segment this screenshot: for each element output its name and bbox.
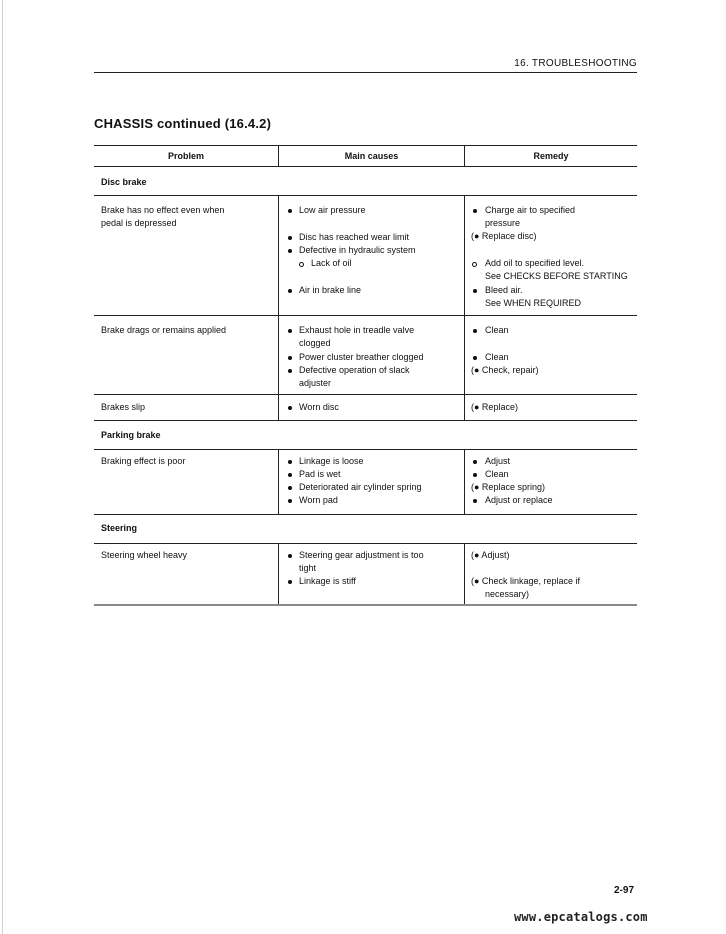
remedy-text: pressure	[485, 218, 521, 228]
section-row-steering	[94, 515, 637, 544]
troubleshooting-table	[94, 145, 637, 606]
problem-text: Brake has no effect even when	[101, 205, 225, 215]
bullet-icon	[473, 289, 477, 293]
remedy-text: (● Check linkage, replace if	[471, 576, 580, 586]
remedy-text: Adjust or replace	[485, 495, 553, 505]
cause-text: Exhaust hole in treadle valve	[299, 325, 415, 335]
cause-text: Low air pressure	[299, 205, 366, 215]
problem-text: Brakes slip	[101, 402, 146, 412]
problem-text: Braking effect is poor	[101, 456, 186, 466]
remedy-text: (● Check, repair)	[471, 365, 539, 375]
section-row-disc-brake	[94, 167, 637, 196]
remedy-text: (● Adjust)	[471, 550, 510, 560]
cause-text: tight	[299, 563, 317, 573]
bullet-icon	[473, 499, 477, 503]
chapter-header	[94, 58, 637, 73]
bullet-icon	[288, 209, 292, 213]
page-number: 2-97	[614, 885, 635, 896]
bullet-icon	[288, 460, 292, 464]
table-row	[94, 450, 637, 515]
remedy-cell	[465, 544, 637, 606]
bullet-icon	[473, 356, 477, 360]
column-header-main-causes: Main causes	[279, 146, 465, 166]
causes-cell	[279, 544, 465, 606]
problem-cell	[94, 316, 279, 394]
cause-text: Defective operation of slack	[299, 365, 410, 375]
cause-text: Disc has reached wear limit	[299, 232, 410, 242]
bullet-icon	[288, 499, 292, 503]
bullet-icon	[288, 554, 292, 558]
causes-cell	[279, 316, 465, 394]
remedy-cell	[465, 316, 637, 394]
remedy-text: See CHECKS BEFORE STARTING	[485, 271, 628, 281]
bullet-icon	[288, 473, 292, 477]
bullet-icon	[288, 329, 292, 333]
table-bottom-rule	[94, 604, 637, 606]
problem-cell	[94, 450, 279, 514]
remedy-text: (● Replace spring)	[471, 482, 545, 492]
page-edge	[2, 0, 3, 934]
cause-text: Air in brake line	[299, 285, 362, 295]
bullet-icon	[473, 329, 477, 333]
remedy-cell	[465, 196, 637, 315]
remedy-text: See WHEN REQUIRED	[485, 298, 582, 308]
causes-cell	[279, 450, 465, 514]
remedy-text: Clean	[485, 352, 509, 362]
bullet-icon	[288, 369, 292, 373]
remedy-text: Add oil to specified level.	[485, 258, 585, 268]
column-header-remedy: Remedy	[533, 151, 569, 161]
hollow-bullet-icon	[472, 262, 477, 267]
cause-text: Defective in hydraulic system	[299, 245, 416, 255]
bullet-icon	[288, 249, 292, 253]
remedy-text: Clean	[485, 469, 509, 479]
cause-text: adjuster	[299, 378, 332, 388]
watermark-url: www.epcatalogs.com	[514, 910, 648, 924]
remedy-text: Bleed air.	[485, 285, 523, 295]
problem-cell	[94, 544, 279, 606]
problem-text: pedal is depressed	[101, 218, 177, 228]
remedy-text: Adjust	[485, 456, 511, 466]
problem-text: Brake drags or remains applied	[101, 325, 227, 335]
hollow-bullet-icon	[299, 262, 304, 267]
bullet-icon	[288, 406, 292, 410]
cause-text: clogged	[299, 338, 331, 348]
bullet-icon	[473, 209, 477, 213]
problem-text: Steering wheel heavy	[101, 550, 188, 560]
problem-cell	[94, 196, 279, 315]
causes-cell	[279, 196, 465, 315]
cause-text: Pad is wet	[299, 469, 341, 479]
bullet-icon	[288, 236, 292, 240]
table-header-row	[94, 146, 637, 167]
table-row	[94, 544, 637, 606]
chapter-title: 16. TROUBLESHOOTING	[514, 58, 637, 69]
section-label: Parking brake	[101, 430, 161, 440]
remedy-text: Clean	[485, 325, 509, 335]
cause-text: Deteriorated air cylinder spring	[299, 482, 422, 492]
bullet-icon	[288, 486, 292, 490]
section-title: CHASSIS continued (16.4.2)	[94, 116, 272, 131]
column-header-problem: Problem	[94, 146, 279, 166]
cause-text: Linkage is stiff	[299, 576, 356, 586]
cause-text: Worn pad	[299, 495, 338, 505]
bullet-icon	[288, 580, 292, 584]
section-row-parking-brake	[94, 421, 637, 450]
table-row	[94, 395, 637, 421]
problem-cell	[94, 395, 279, 420]
remedy-text: necessary)	[485, 589, 530, 599]
remedy-cell	[465, 395, 637, 420]
remedy-cell	[465, 450, 637, 514]
cause-text: Steering gear adjustment is too	[299, 550, 424, 560]
cause-text: Lack of oil	[311, 258, 352, 268]
cause-text: Linkage is loose	[299, 456, 364, 466]
cause-text: Power cluster breather clogged	[299, 352, 424, 362]
table-row	[94, 316, 637, 395]
section-label: Disc brake	[101, 177, 147, 187]
remedy-text: (● Replace disc)	[471, 231, 537, 241]
section-label: Steering	[101, 523, 138, 533]
bullet-icon	[473, 473, 477, 477]
remedy-text: (● Replace)	[471, 402, 518, 412]
cause-text: Worn disc	[299, 402, 339, 412]
table-row	[94, 196, 637, 316]
bullet-icon	[288, 356, 292, 360]
remedy-text: Charge air to specified	[485, 205, 576, 215]
bullet-icon	[288, 289, 292, 293]
causes-cell	[279, 395, 465, 420]
bullet-icon	[473, 460, 477, 464]
